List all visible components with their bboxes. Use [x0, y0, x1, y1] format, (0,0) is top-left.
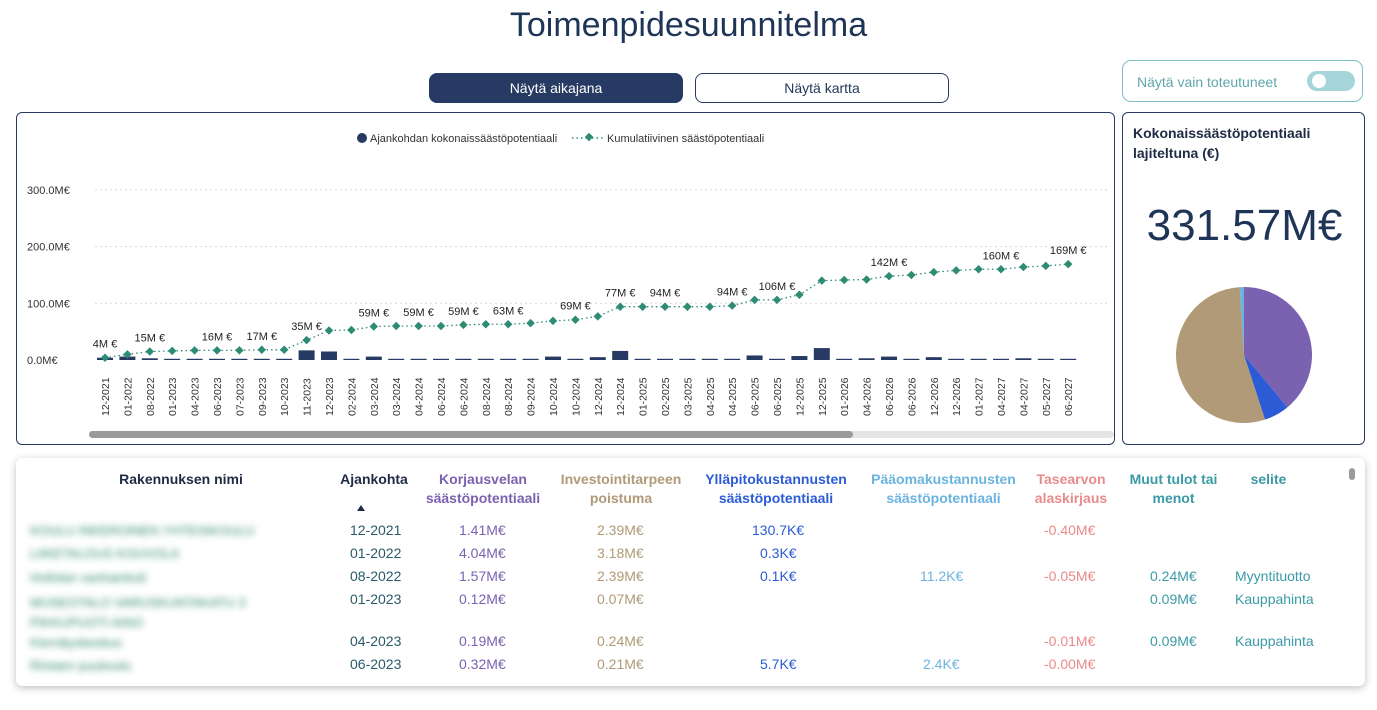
x-tick-label: 12-2025	[816, 377, 829, 416]
x-tick-label: 10-2023	[279, 377, 292, 416]
cumulative-point-06-2026	[885, 272, 893, 280]
bar-04-2023	[187, 359, 203, 360]
cell-building-name: KOULU INKEROINEN YHTEISKOULU	[30, 523, 255, 538]
x-tick-label: 06-2023	[212, 377, 224, 416]
bar-10-2024	[567, 359, 583, 360]
cumulative-point-08-2024	[482, 320, 490, 328]
x-tick-label: 11-2023	[301, 378, 314, 416]
header-balance-writedown[interactable]: Tasearvon alaskirjaus	[1034, 471, 1108, 506]
cell-date: 08-2022	[350, 568, 402, 584]
bar-12-2026	[948, 359, 964, 360]
cell-other-income: 0.09M€	[1150, 591, 1197, 607]
cumulative-point-10-2023	[280, 346, 288, 354]
legend-line-marker	[585, 133, 593, 141]
legend-bar-marker	[357, 133, 367, 143]
cell-writedown: -0.01M€	[1044, 633, 1096, 649]
x-tick-label: 12-2023	[324, 377, 336, 416]
cumulative-point-12-2021	[101, 353, 109, 361]
x-tick-label: 04-2023	[189, 377, 202, 416]
cumulative-point-08-2024	[504, 320, 512, 328]
cumulative-point-04-2027	[997, 265, 1005, 273]
cell-description: Kauppahinta	[1235, 633, 1314, 649]
cell-date: 04-2023	[350, 633, 402, 649]
chart-scrollbar-thumb[interactable]	[89, 431, 853, 438]
cell-investment: 0.07M€	[597, 591, 644, 607]
savings-timeline-chart-panel	[16, 112, 1115, 445]
x-tick-label: 08-2022	[144, 377, 157, 416]
data-labels	[93, 245, 1087, 351]
show-map-button[interactable]: Näytä kartta	[695, 73, 949, 103]
chart-horizontal-scrollbar[interactable]	[89, 431, 1114, 438]
cumulative-point-04-2025	[728, 301, 736, 309]
x-tick-label: 09-2023	[256, 377, 269, 416]
bar-12-2024	[590, 357, 606, 360]
y-tick-label: 200.0M€	[27, 241, 70, 254]
cell-maintenance: 130.7K€	[752, 522, 805, 538]
cell-writedown: -0.05M€	[1044, 568, 1096, 584]
show-realized-only-toggle-box	[1122, 60, 1363, 102]
cumulative-point-08-2022	[146, 347, 154, 355]
cell-building-name: MUSEOTALO VARUSKUNTAKATU 3 PIKKUPUOTI AINO	[30, 595, 246, 630]
x-tick-label: 01-2027	[973, 377, 986, 416]
toggle-knob	[1312, 74, 1326, 88]
bar-01-2027	[971, 359, 987, 360]
cumulative-point-06-2024	[437, 322, 445, 330]
bar-03-2024	[388, 359, 404, 360]
legend-line-series-label: Kumulatiivinen säästöpotentiaali	[607, 133, 765, 145]
cell-repair-debt: 4.04M€	[459, 545, 506, 561]
cumulative-point-12-2024	[594, 312, 602, 320]
x-tick-label: 04-2027	[996, 377, 1008, 416]
cumulative-point-03-2024	[370, 322, 378, 330]
bar-08-2022	[142, 358, 158, 360]
x-tick-label: 04-2027	[1018, 377, 1031, 416]
x-tick-label: 06-2024	[458, 377, 471, 416]
cumulative-point-09-2023	[258, 346, 266, 354]
x-tick-label: 04-2026	[861, 377, 874, 416]
x-tick-label: 06-2025	[772, 377, 784, 416]
x-tick-label: 12-2024	[592, 377, 605, 416]
cell-capital: 11.2K€	[920, 568, 964, 584]
cumulative-point-01-2026	[840, 276, 848, 284]
show-timeline-button[interactable]: Näytä aikajana	[429, 73, 683, 103]
x-tick-label: 04-2025	[727, 377, 740, 416]
bar-01-2023	[164, 359, 180, 360]
x-tick-label: 12-2026	[928, 377, 941, 416]
x-tick-label: 06-2026	[884, 377, 896, 416]
cumulative-point-12-2024	[616, 302, 624, 310]
data-label: 106M €	[758, 280, 796, 293]
cumulative-point-10-2024	[571, 316, 579, 324]
bar-08-2024	[500, 359, 516, 360]
x-tick-label: 01-2023	[167, 377, 180, 416]
x-tick-label: 10-2024	[548, 377, 560, 416]
cell-investment: 2.39M€	[597, 568, 644, 584]
data-label: 169M €	[1049, 245, 1087, 258]
cumulative-point-12-2025	[818, 276, 826, 284]
data-label: 59M €	[403, 306, 434, 319]
bar-06-2025	[747, 355, 763, 360]
cell-maintenance: 0.3K€	[760, 545, 797, 561]
cumulative-point-11-2023	[302, 336, 310, 344]
x-tick-label: 03-2024	[368, 377, 381, 416]
x-tick-label: 02-2025	[660, 377, 672, 416]
cell-building-name: Hollolan vanhainkoti	[30, 570, 147, 585]
savings-pie-chart	[1123, 283, 1366, 443]
data-label: 15M €	[134, 332, 166, 345]
cell-date: 01-2022	[350, 545, 402, 561]
cell-repair-debt: 0.32M€	[459, 656, 506, 672]
y-axis	[27, 185, 70, 367]
x-tick-label: 01-2026	[839, 377, 852, 416]
x-tick-label: 06-2025	[749, 377, 762, 416]
cumulative-point-12-2025	[795, 291, 803, 299]
header-capital-cost-savings[interactable]: Pääomakustannusten säästöpotentiaali	[871, 471, 1016, 506]
show-realized-only-toggle[interactable]	[1307, 71, 1355, 91]
bar-06-2027	[1060, 359, 1076, 360]
cell-repair-debt: 0.19M€	[459, 633, 506, 649]
cumulative-point-07-2023	[235, 346, 243, 354]
x-tick-label: 06-2027	[1063, 377, 1076, 416]
bar-02-2025	[657, 359, 673, 360]
cell-building-name: Rintaen puukoulu	[30, 658, 132, 673]
chart-legend	[357, 133, 764, 145]
bar-06-2026	[881, 357, 897, 360]
data-label: 59M €	[448, 305, 479, 318]
data-label: 63M €	[492, 305, 524, 318]
cell-description: Kauppahinta	[1235, 591, 1314, 607]
bar-04-2027	[993, 359, 1009, 360]
cell-writedown: -0.00M€	[1044, 656, 1096, 672]
x-tick-label: 10-2024	[570, 377, 583, 416]
total-savings-kpi-panel	[1122, 112, 1365, 445]
cumulative-point-02-2024	[347, 326, 355, 334]
x-tick-label: 09-2024	[525, 377, 538, 416]
bar-12-2023	[321, 351, 337, 360]
cell-investment: 3.18M€	[597, 545, 644, 561]
kpi-title: Kokonaissäästöpotentiaali lajiteltuna (€)	[1133, 125, 1311, 161]
bar-04-2026	[859, 358, 875, 360]
bar-04-2025	[702, 359, 718, 360]
cell-date: 06-2023	[350, 656, 402, 672]
cell-writedown: -0.40M€	[1044, 522, 1096, 538]
header-repair-debt-savings[interactable]: Korjausvelan säästöpotentiaali	[425, 471, 541, 506]
bar-02-2024	[343, 359, 359, 360]
x-tick-label: 08-2024	[480, 377, 493, 416]
cumulative-point-03-2024	[392, 322, 400, 330]
cumulative-point-09-2024	[526, 319, 534, 327]
bar-series	[97, 348, 1076, 360]
cumulative-point-06-2024	[459, 321, 467, 329]
bar-06-2026	[903, 359, 919, 360]
bar-04-2027	[1015, 358, 1031, 360]
x-tick-label: 01-2025	[637, 377, 650, 416]
x-tick-label: 12-2025	[794, 377, 807, 416]
cumulative-point-04-2026	[862, 275, 870, 283]
cell-building-name: Kierrätyskeskus	[30, 635, 122, 650]
cumulative-point-06-2027	[1064, 260, 1072, 268]
cumulative-point-06-2026	[907, 271, 915, 279]
cell-repair-debt: 1.57M€	[459, 568, 506, 584]
cumulative-point-10-2024	[549, 317, 557, 325]
data-label: 4M €	[92, 338, 118, 351]
header-investment-removal[interactable]: Investointitarpeen poistuma	[560, 471, 682, 506]
cell-capital: 2.4K€	[923, 656, 960, 672]
table-vertical-scrollbar[interactable]	[1349, 468, 1355, 480]
data-label: 94M €	[716, 286, 748, 299]
cumulative-point-04-2023	[190, 346, 198, 354]
cumulative-point-05-2027	[1042, 262, 1050, 270]
x-tick-label: 03-2025	[682, 377, 695, 416]
cell-building-name: LIIKETALOUS KOUVOLA	[30, 546, 180, 561]
savings-timeline-chart	[17, 113, 1113, 443]
x-axis	[100, 377, 1075, 416]
bar-10-2024	[545, 357, 561, 360]
bar-11-2023	[299, 350, 315, 360]
page-title: Toimenpidesuunnitelma	[509, 6, 868, 44]
bar-12-2024	[612, 351, 628, 360]
header-building-name[interactable]: Rakennuksen nimi	[119, 471, 243, 487]
bar-05-2027	[1038, 359, 1054, 360]
y-tick-label: 0.0M€	[27, 355, 58, 367]
cell-repair-debt: 1.41M€	[459, 522, 506, 538]
cell-other-income: 0.09M€	[1150, 633, 1197, 649]
cell-maintenance: 5.7K€	[760, 656, 797, 672]
data-label: 17M €	[246, 330, 278, 343]
bar-06-2023	[209, 359, 225, 360]
bar-06-2025	[769, 359, 785, 360]
data-label: 16M €	[201, 331, 233, 344]
x-tick-label: 08-2024	[503, 377, 516, 416]
data-label: 69M €	[560, 300, 591, 313]
data-label: 160M €	[982, 250, 1020, 263]
cell-date: 01-2023	[350, 591, 402, 607]
y-tick-label: 100.0M€	[27, 298, 70, 311]
action-plan-table	[16, 458, 1365, 686]
kpi-value: 331.57M€	[1146, 201, 1343, 250]
bar-06-2024	[455, 359, 471, 360]
header-date[interactable]: Ajankohta	[340, 471, 408, 487]
chart-gridlines	[95, 190, 1107, 303]
x-tick-label: 06-2024	[436, 377, 448, 416]
cumulative-point-06-2025	[773, 296, 781, 304]
x-tick-label: 01-2022	[122, 377, 135, 416]
legend-bar-series-label: Ajankohdan kokonaissäästöpotentiaali	[370, 133, 558, 145]
bar-10-2023	[276, 359, 292, 360]
cumulative-point-04-2024	[414, 322, 422, 330]
bar-01-2026	[836, 359, 852, 360]
x-tick-label: 12-2026	[951, 377, 964, 416]
bar-09-2024	[523, 359, 539, 360]
data-label: 142M €	[870, 257, 908, 270]
cumulative-point-12-2026	[952, 266, 960, 274]
x-tick-label: 12-2024	[615, 377, 628, 416]
cell-description: Myyntituotto	[1235, 568, 1311, 584]
cell-maintenance: 0.1K€	[760, 568, 797, 584]
bar-04-2025	[724, 359, 740, 360]
bar-12-2025	[791, 356, 807, 360]
data-label: 59M €	[358, 307, 390, 320]
x-tick-label: 04-2025	[704, 377, 717, 416]
cumulative-point-06-2023	[213, 346, 221, 354]
bar-08-2024	[478, 359, 494, 360]
bar-09-2023	[254, 359, 270, 360]
show-realized-only-label: Näytä vain toteutuneet	[1137, 74, 1278, 90]
data-label: 35M €	[291, 321, 322, 334]
cumulative-point-12-2026	[930, 268, 938, 276]
cumulative-point-01-2027	[974, 265, 982, 273]
header-description[interactable]: selite	[1250, 471, 1287, 487]
x-tick-label: 07-2023	[234, 377, 247, 416]
x-tick-label: 05-2027	[1040, 377, 1053, 416]
x-tick-label: 03-2024	[391, 377, 404, 416]
bar-01-2025	[635, 359, 651, 360]
cell-date: 12-2021	[350, 522, 402, 538]
header-maintenance-savings[interactable]: Ylläpitokustannusten säästöpotentiaali	[705, 471, 847, 506]
x-tick-label: 04-2024	[413, 377, 426, 416]
bar-07-2023	[231, 359, 247, 360]
data-label: 94M €	[649, 287, 681, 300]
bar-04-2024	[411, 359, 427, 360]
bar-12-2025	[814, 348, 830, 360]
cell-investment: 0.24M€	[597, 633, 644, 649]
x-tick-label: 12-2021	[100, 377, 112, 416]
cell-investment: 2.39M€	[597, 522, 644, 538]
x-tick-label: 06-2026	[906, 377, 919, 416]
cell-investment: 0.21M€	[597, 656, 644, 672]
bar-12-2026	[926, 357, 942, 360]
cell-repair-debt: 0.12M€	[459, 591, 506, 607]
data-label: 77M €	[604, 287, 636, 300]
bar-06-2024	[433, 359, 449, 360]
sort-ascending-icon	[357, 505, 365, 511]
header-other-income[interactable]: Muut tulot tai menot	[1129, 471, 1218, 506]
x-tick-label: 02-2024	[346, 377, 359, 416]
cumulative-point-02-2025	[661, 302, 669, 310]
cumulative-point-01-2023	[168, 347, 176, 355]
cumulative-point-04-2027	[1019, 263, 1027, 271]
bar-03-2024	[366, 357, 382, 360]
bar-03-2025	[679, 359, 695, 360]
y-tick-label: 300.0M€	[27, 184, 70, 197]
cell-other-income: 0.24M€	[1150, 568, 1197, 584]
cumulative-point-12-2023	[325, 326, 333, 334]
